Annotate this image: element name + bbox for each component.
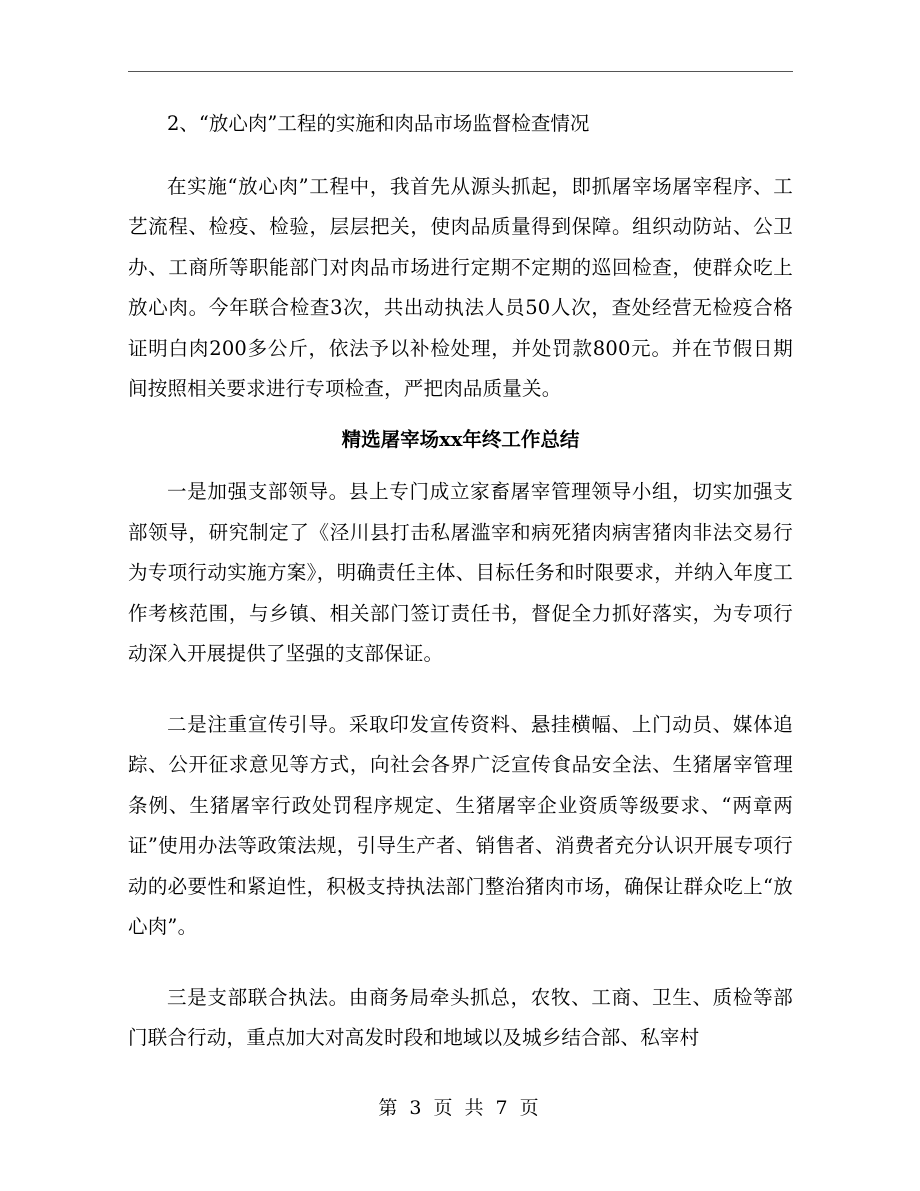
document-body <box>128 104 793 1059</box>
section-title: 精选屠宰场xx年终工作总结 <box>341 427 580 451</box>
paragraph-2: 二是注重宣传引导。采取印发宣传资料、悬挂横幅、上门动员、媒体追踪、公开征求意见等方式，向社会各界广泛宣传食品安全法、生猪屠宰管理条例、生猪屠宰行政处罚程序规定、生猪屠宰企业资质等级要求、“两章两证”使用办法等政策法规，引导生产者、销售者、消费者充分认识开展专项行动的必要性和紧迫性，积极支持执法部门整治猪肉市场，确保让群众吃上“放心肉”。 <box>128 712 793 938</box>
paragraph-1: 一是加强支部领导。县上专门成立家畜屠宰管理领导小组，切实加强支部领导，研究制定了《泾川县打击私屠滥宰和病死猪肉病害猪肉非法交易行为专项行动实施方案》，明确责任主体、目标任务和时限要求，并纳入年度工作考核范围，与乡镇、相关部门签订责任书，督促全力抓好落实，为专项行动深入开展提供了坚强的支部保证。 <box>128 480 793 665</box>
header-rule <box>128 71 793 72</box>
page-footer: 第 3 页 共 7 页 <box>378 1097 542 1119</box>
item-paragraph: 在实施“放心肉”工程中，我首先从源头抓起，即抓屠宰场屠宰程序、工艺流程、检疫、检验，层层把关，使肉品质量得到保障。组织动防站、公卫办、工商所等职能部门对肉品市场进行定期不定期的巡回检查，使群众吃上放心肉。今年联合检查3次，共出动执法人员50人次，查处经营无检疫合格证明白肉200多公斤，依法予以补检处理，并处罚款800元。并在节假日期间按照相关要求进行专项检查，严把肉品质量关。 <box>128 174 793 400</box>
item-heading: 2、“放心肉”工程的实施和肉品市场监督检查情况 <box>167 112 590 135</box>
paragraph-3: 三是支部联合执法。由商务局牵头抓总，农牧、工商、卫生、质检等部门联合行动，重点加大对高发时段和地域以及城乡结合部、私宰村 <box>128 985 793 1049</box>
